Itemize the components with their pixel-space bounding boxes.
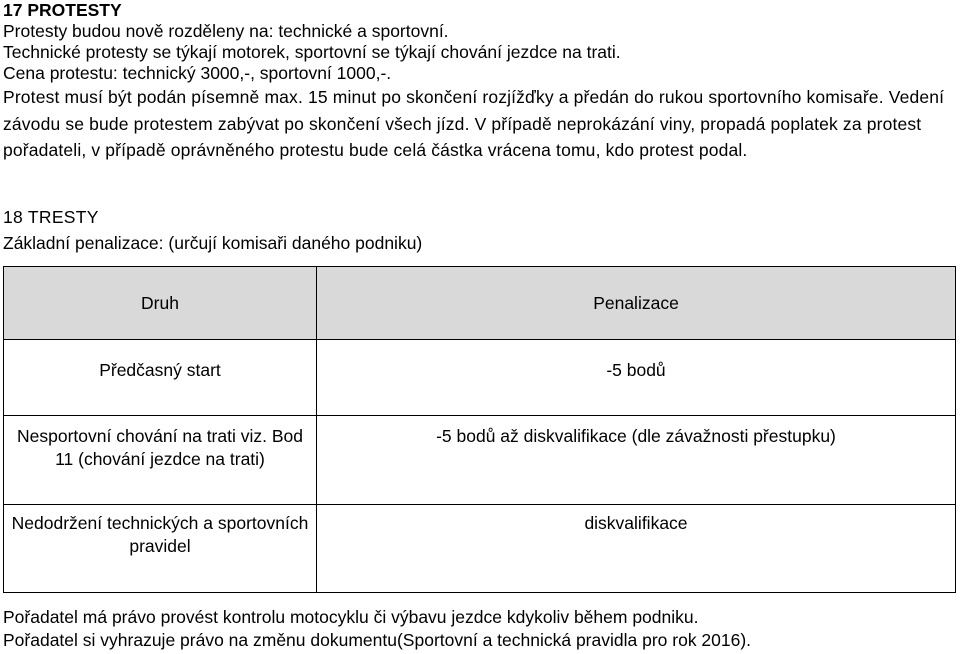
- column-header-penalizace: Penalizace: [317, 267, 956, 340]
- section-intro: Základní penalizace: (určují komisaři daného podniku): [3, 233, 423, 253]
- protest-paragraph: Protest musí být podán písemně max. 15 minut po skončení rozjížďky a předán do rukou sportovního komisaře. Vedení závodu se bude protestem zabývat po skončení všech jízd. V případě neprokázání viny, propadá poplatek za protest pořadateli, v případě oprávněného protestu bude celá částka vrácena tomu, kdo protest podal.: [3, 87, 945, 160]
- table-row: [4, 416, 956, 505]
- section-tresty: [3, 204, 953, 256]
- cell-druh: Nedodržení technických a sportovních pravidel: [4, 505, 317, 593]
- footer-notes: [3, 606, 953, 652]
- section-heading: 18 TRESTY: [3, 207, 99, 227]
- cell-penalizace: -5 bodů až diskvalifikace (dle závažnosti přestupku): [317, 416, 956, 505]
- text-line: Cena protestu: technický 3000,-, sportovní 1000,-.: [3, 63, 392, 83]
- footer-line: Pořadatel má právo provést kontrolu motocyklu či výbavu jezdce kdykoliv během podniku.: [3, 607, 699, 627]
- table-row: [4, 340, 956, 416]
- column-header-druh: Druh: [4, 267, 317, 340]
- cell-penalizace: -5 bodů: [317, 340, 956, 416]
- cell-penalizace: diskvalifikace: [317, 505, 956, 593]
- penalty-table: [3, 266, 956, 593]
- text-line: Protesty budou nově rozděleny na: technické a sportovní.: [3, 21, 449, 41]
- footer-line: Pořadatel si vyhrazuje právo na změnu dokumentu(Sportovní a technická pravidla pro rok 2016).: [3, 630, 752, 650]
- table-row: [4, 505, 956, 593]
- section-heading: 17 PROTESTY: [3, 0, 122, 20]
- section-protesty: [3, 0, 953, 164]
- text-line: Technické protesty se týkají motorek, sportovní se týkají chování jezdce na trati.: [3, 42, 621, 62]
- cell-druh: Předčasný start: [4, 340, 317, 416]
- table-header-row: [4, 267, 956, 340]
- cell-druh: Nesportovní chování na trati viz. Bod 11 (chování jezdce na trati): [4, 416, 317, 505]
